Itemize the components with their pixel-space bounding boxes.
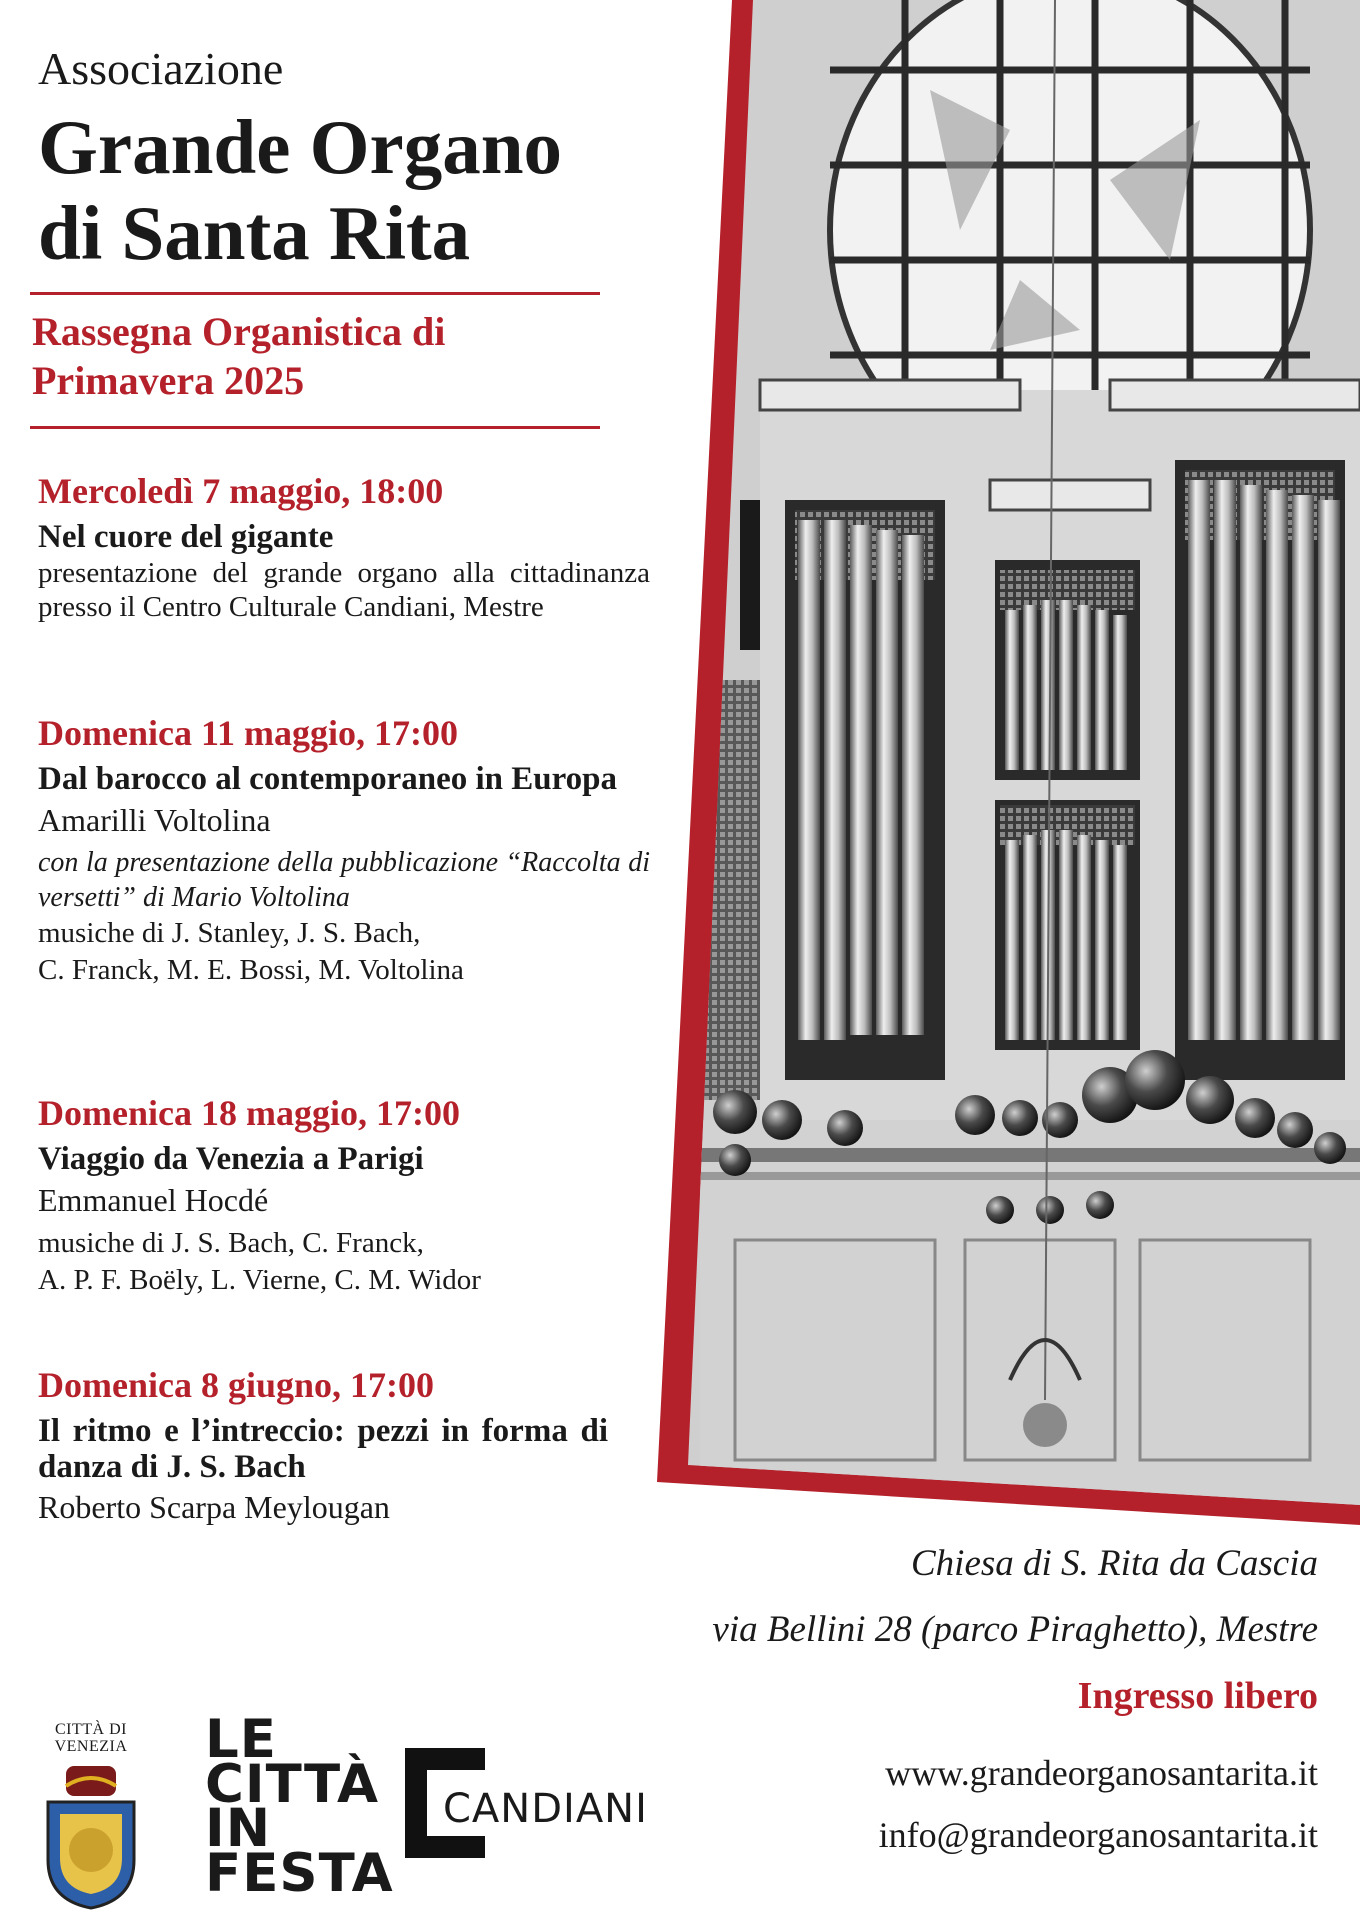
venue-address: via Bellini 28 (parco Piraghetto), Mestre xyxy=(712,1609,1318,1650)
title-divider xyxy=(30,292,600,295)
subtitle-divider xyxy=(30,426,600,429)
event-description: presentazione del grande organo alla cittadinanza presso il Centro Culturale Candiani, Mestre xyxy=(38,556,650,624)
event-3 xyxy=(38,1092,650,1300)
page-title xyxy=(38,104,562,276)
event-date: Domenica 18 maggio, 17:00 xyxy=(38,1093,460,1133)
association-label: Associazione xyxy=(38,43,284,94)
subtitle-line2: Primavera 2025 xyxy=(32,357,305,403)
music-line2: C. Franck, M. E. Bossi, M. Voltolina xyxy=(38,954,464,987)
website-link[interactable]: www.grandeorganosantarita.it xyxy=(885,1753,1318,1793)
festa-line1: LE xyxy=(205,1709,277,1770)
subtitle-line1: Rassegna Organistica di xyxy=(32,309,446,354)
admission-label: Ingresso libero xyxy=(1077,1675,1318,1717)
event-note: con la presentazione della pubblicazione “Raccolta di versetti” di Mario Voltolina xyxy=(38,846,650,913)
event-title: Viaggio da Venezia a Parigi xyxy=(38,1141,424,1177)
event-date: Mercoledì 7 maggio, 18:00 xyxy=(38,471,444,511)
music-line1: musiche di J. S. Bach, C. Franck, xyxy=(38,1226,424,1259)
event-performer: Emmanuel Hocdé xyxy=(38,1181,269,1218)
event-1 xyxy=(38,470,650,625)
event-date: Domenica 11 maggio, 17:00 xyxy=(38,713,458,753)
event-performer: Roberto Scarpa Meylougan xyxy=(38,1489,390,1526)
citta-di-venezia-logo xyxy=(36,1722,146,1910)
festa-line4: FESTA xyxy=(205,1842,394,1904)
festa-line3: IN xyxy=(205,1798,272,1860)
event-title: Dal barocco al contemporaneo in Europa xyxy=(38,761,618,797)
candiani-text: CANDIANI xyxy=(443,1786,648,1832)
venue-church: Chiesa di S. Rita da Cascia xyxy=(911,1543,1318,1584)
event-music xyxy=(38,1225,650,1300)
event-2 xyxy=(38,712,650,990)
festa-line2: CITTÀ xyxy=(205,1753,380,1815)
event-performer: Amarilli Voltolina xyxy=(38,801,271,838)
venezia-line1: CITTÀ DI xyxy=(55,1721,127,1738)
email-link[interactable]: info@grandeorganosantarita.it xyxy=(878,1815,1318,1855)
music-line1: musiche di J. Stanley, J. S. Bach, xyxy=(38,916,421,949)
festival-subtitle xyxy=(32,308,445,406)
le-citta-in-festa-logo xyxy=(205,1709,394,1904)
venezia-crest-icon xyxy=(36,1760,146,1910)
title-line2: di Santa Rita xyxy=(38,190,471,277)
event-title: Nel cuore del gigante xyxy=(38,519,334,555)
event-date: Domenica 8 giugno, 17:00 xyxy=(38,1365,434,1405)
event-4 xyxy=(38,1364,608,1526)
title-line1: Grande Organo xyxy=(38,104,563,190)
music-line2: A. P. F. Boëly, L. Vierne, C. M. Widor xyxy=(38,1264,481,1297)
event-title: Il ritmo e l’intreccio: pezzi in forma di danza di J. S. Bach xyxy=(38,1413,608,1485)
venezia-line2: VENEZIA xyxy=(54,1737,128,1755)
event-music xyxy=(38,915,650,990)
